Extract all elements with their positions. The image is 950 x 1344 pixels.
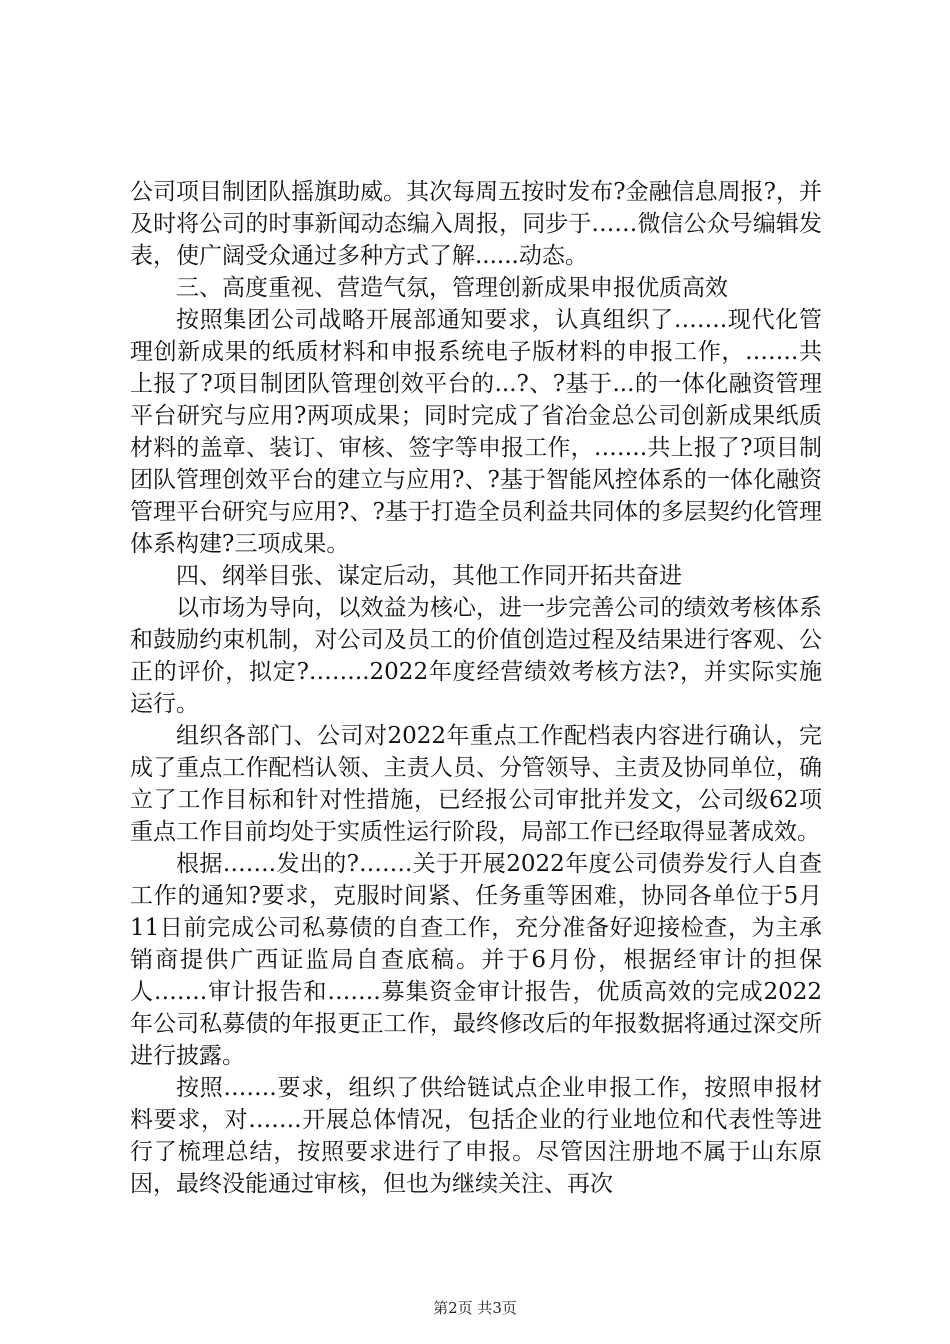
paragraph: 根据…….发出的?…….关于开展2022年度公司债券发行人自查工作的通知?要求，克服时间紧、任务重等困难，协同各单位于5月11日前完成公司私募债的自查工作，充分准备好迎接检查，为主承销商提供广西证监局自查底稿。并于6月份，根据经审计的担保人…….审计报告和…….募集资金审计报告，优质高效的完成2022年公司私募债的年报更正工作，最终修改后的年报数据将通过深交所进行披露。 [130, 851, 822, 1069]
section-heading: 三、高度重视、营造气氛，管理创新成果申报优质高效 [176, 275, 728, 301]
section-heading: 四、纲举目张、谋定后动，其他工作同开拓共奋进 [176, 563, 682, 589]
paragraph: 公司项目制团队摇旗助威。其次每周五按时发布?金融信息周报?，并及时将公司的时事新闻动态编入周报，同步于……微信公众号编辑发表，使广阔受众通过多种方式了解......动态。 [130, 179, 822, 269]
paragraph: 以市场为导向，以效益为核心，进一步完善公司的绩效考核体系和鼓励约束机制，对公司及员工的价值创造过程及结果进行客观、公正的评价，拟定?……..2022年度经营绩效考核方法?，并实际实施运行。 [130, 595, 822, 717]
paragraph: 组织各部门、公司对2022年重点工作配档表内容进行确认，完成了重点工作配档认领、主责人员、分管领导、主责及协同单位，确立了工作目标和针对性措施，已经报公司审批并发文，公司级62项重点工作目前均处于实质性运行阶段，局部工作已经取得显著成效。 [130, 723, 822, 845]
document-body [130, 176, 822, 1200]
paragraph: 按照…….要求，组织了供给链试点企业申报工作，按照申报材料要求，对…….开展总体情况，包括企业的行业地位和代表性等进行了梳理总结，按照要求进行了申报。尽管因注册地不属于山东原因，最终没能通过审核，但也为继续关注、再次 [130, 1075, 822, 1197]
page-footer: 第2页 共3页 [433, 1299, 517, 1317]
paragraph: 按照集团公司战略开展部通知要求，认真组织了…….现代化管理创新成果的纸质材料和申报系统电子版材料的申报工作，…….共上报了?项目制团队管理创效平台的...?、?基于...的一体化融资管理平台研究与应用?两项成果；同时完成了省冶金总公司创新成果纸质材料的盖章、装订、审核、签字等申报工作，…….共上报了?项目制团队管理创效平台的建立与应用?、?基于智能风控体系的一体化融资管理平台研究与应用?、?基于打造全员利益共同体的多层契约化管理体系构建?三项成果。 [130, 307, 822, 557]
